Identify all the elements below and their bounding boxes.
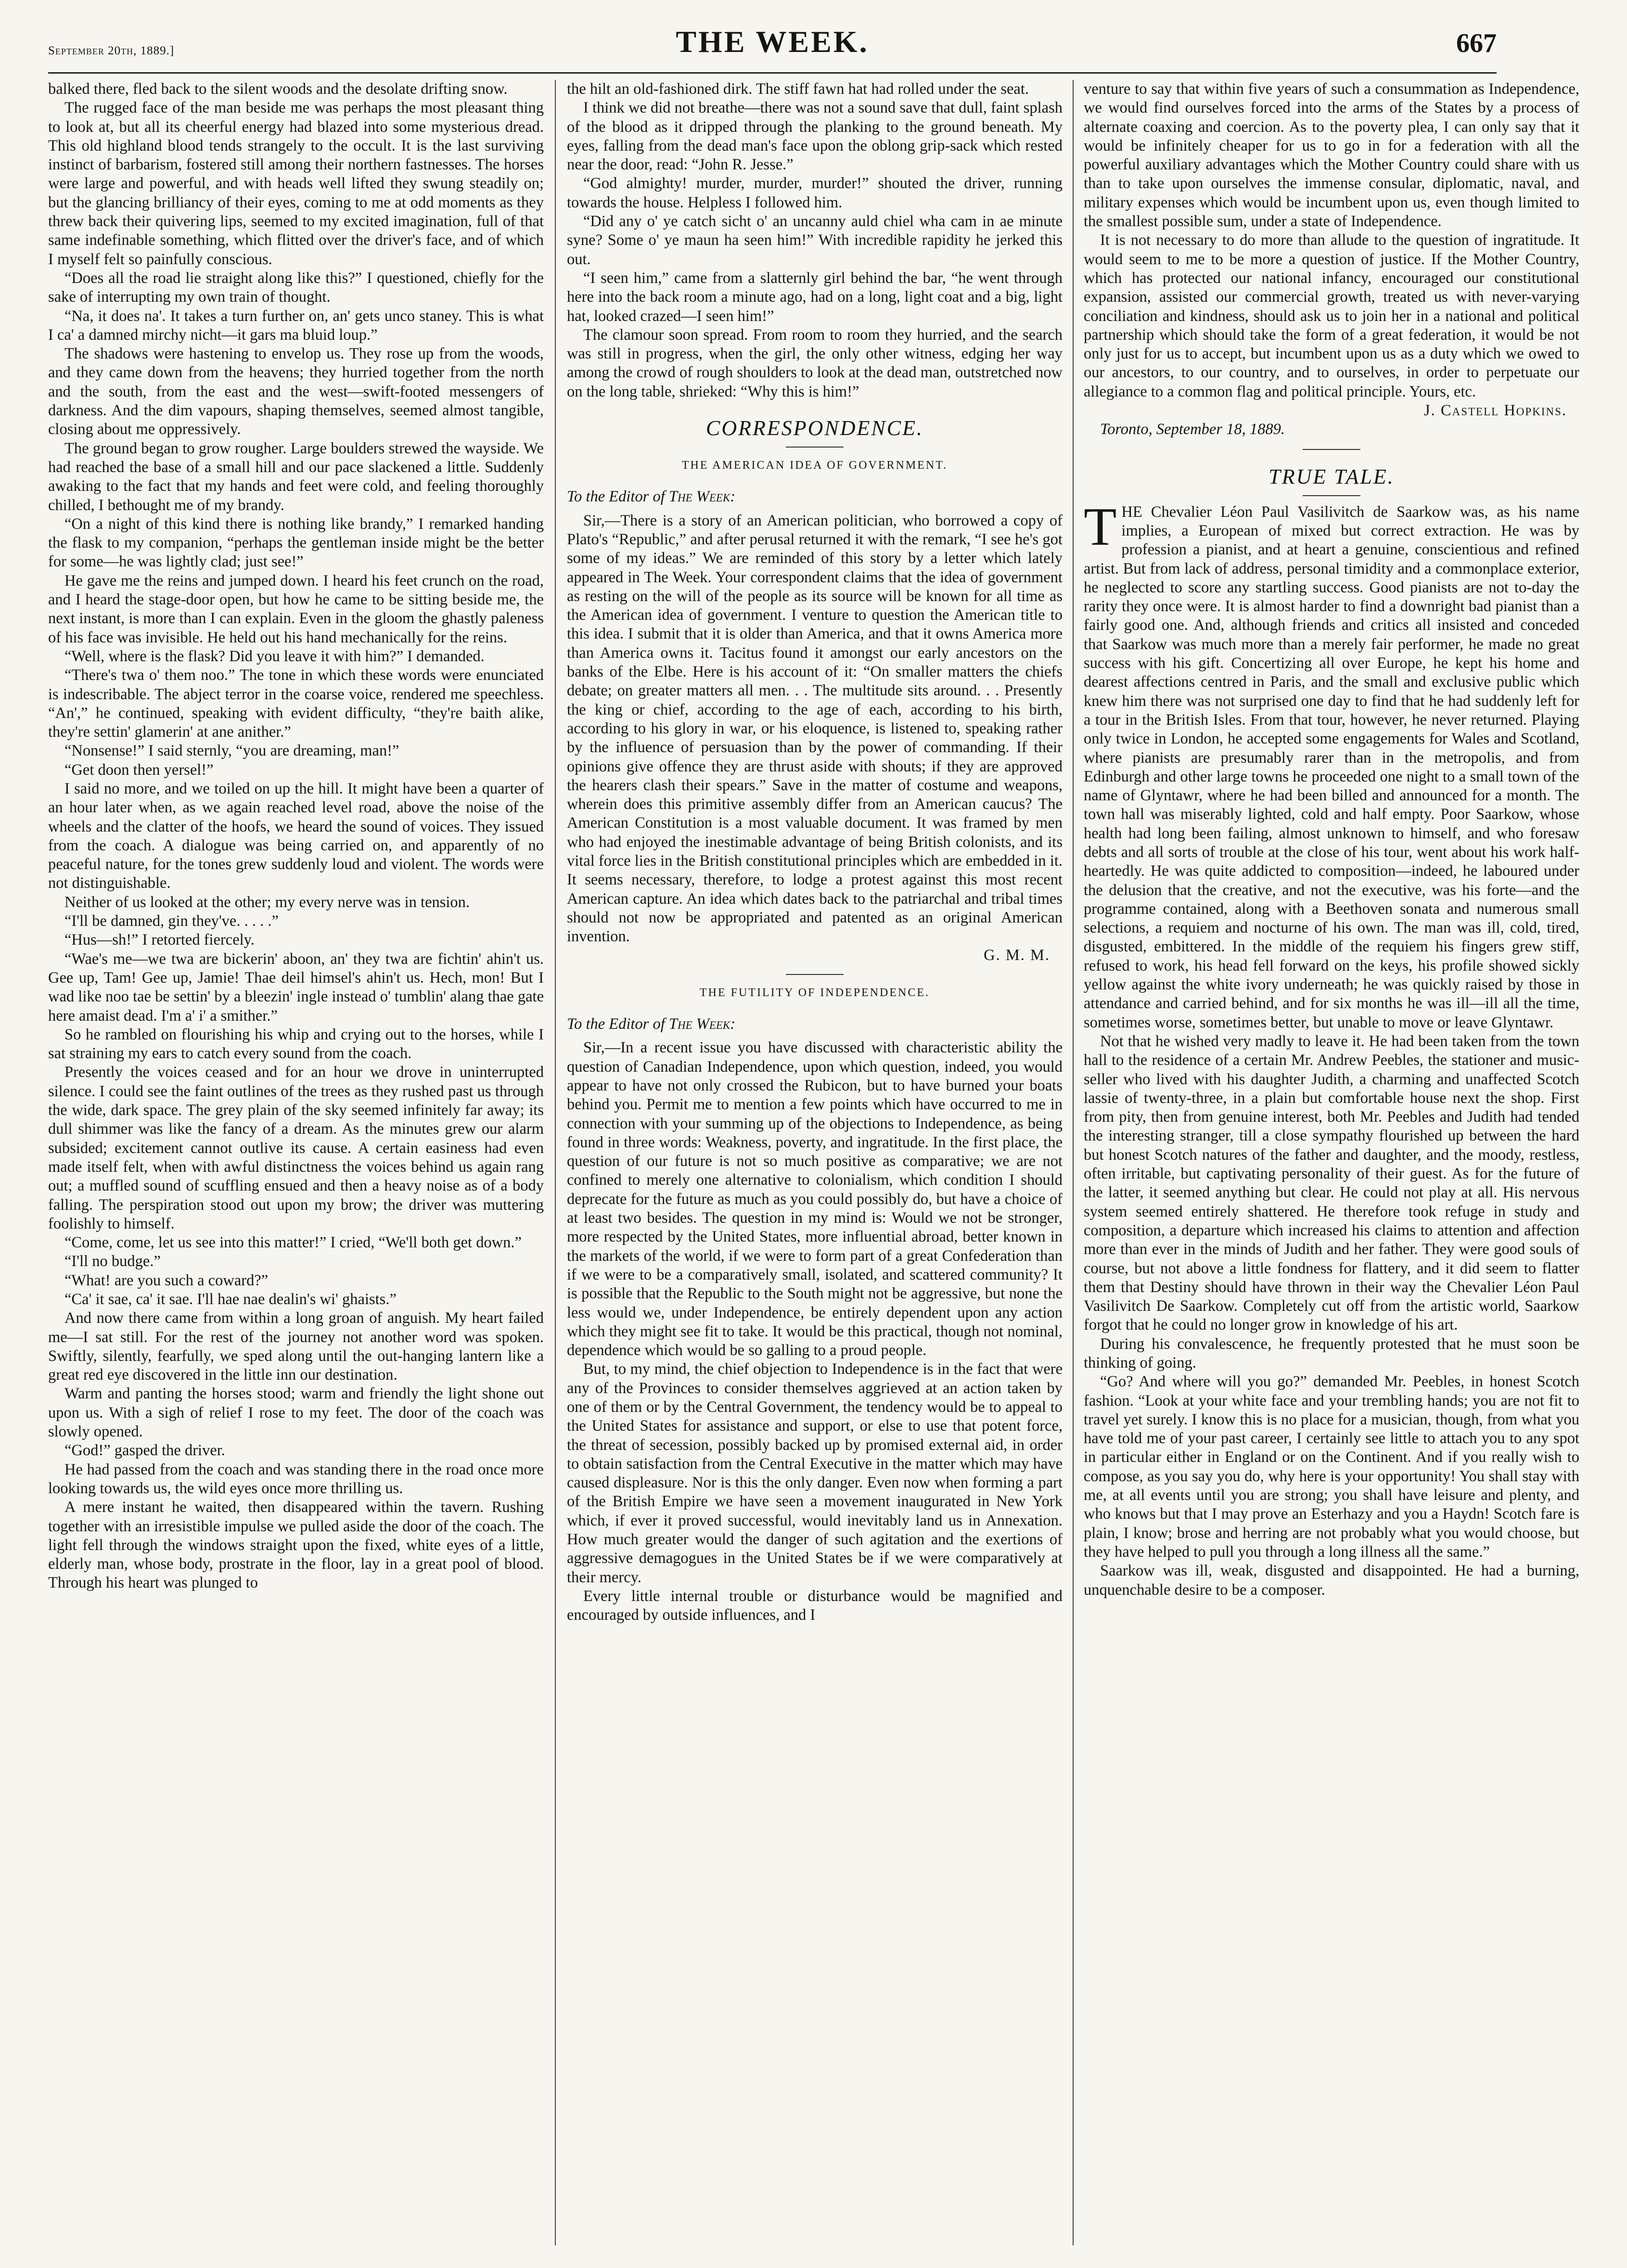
paragraph: And now there came from within a long groan of anguish. My heart failed me—I sat still. For the rest of the journey not another word was spoken. Swiftly, silently, fearfully, we sped along until the out-hanging lantern like a great red eye discovered in the little inn our destination. xyxy=(48,1309,544,1384)
paragraph: Saarkow was ill, weak, disgusted and disappointed. He had a burning, unquenchable desire to be a composer. xyxy=(1084,1562,1579,1599)
paragraph: “Ca' it sae, ca' it sae. I'll hae nae dealin's wi' ghaists.” xyxy=(64,1291,397,1308)
paragraph: Warm and panting the horses stood; warm and friendly the light shone out upon us. With a sigh of relief I rose to my feet. The door of the coach was slowly opened. xyxy=(48,1385,544,1441)
addressee-name: The Week xyxy=(668,488,730,506)
paragraph: “Does all the road lie straight along like this?” I questioned, chiefly for the sake of interrupting my own train of thought. xyxy=(48,269,544,306)
paragraph-text: HE Chevalier Léon Paul Vasilivitch de Saarkow was, as his name implies, a European of mixed but correct extraction. He was by profession a pianist, and at heart a genuine, conscientious and refined artist. But from lack of address, personal timidity and a commonplace exterior, he neglected to score any startling success. Good pianists are not to-day the rarity they once were. It is almost harder to find a downright bad pianist than a fairly good one. And, although friends and critics all insisted and conceded that Saarkow was much more than a merely fair performer, he made no great success with his gift. Concertizing all over Europe, he kept his home and dearest affections centred in Paris, and the small and exclusive public which knew him there was not surprised one day to find that he had suddenly left for a tour in the British Isles. From that tour, however, he never returned. Playing only twice in London, he accepted some engagements for Wales and Scotland, where pianists are presumably rarer than in the metropolis, and from Edinburgh and other large towns he proceeded one night to a small town of the name of Glyntawr, where he had been billed and announced for a month. The town hall was miserably lighted, cold and half empty. Poor Saarkow, whose health had long been failing, almost unknown to himself, and who foresaw debts and all sorts of trouble at the close of his tour, went about his work half-heartedly. He was quite addicted to composition—indeed, he laboured under the delusion that the creative, and not the executive, was his forte—and the programme contained, along with a Beethoven sonata and numerous small selections, a requiem and nocturne of his own. The man was ill, cold, tired, disgusted, embittered. In the middle of the requiem his fingers grew stiff, refused to work, his head fell forward on the keys, his profile showed sickly yellow against the white ivory underneath; he was quickly raised by those in attendance and carried behind, and for six months he was ill—ill all the time, sometimes worse, sometimes better, but unable to move or leave Glyntawr. xyxy=(1084,503,1579,1031)
divider xyxy=(786,447,844,448)
column-2 xyxy=(567,80,1063,2245)
letter-american-idea xyxy=(567,456,1063,965)
paragraph: He had passed from the coach and was standing there in the road once more looking towards us, the wild eyes once more thrilling us. xyxy=(48,1461,544,1497)
column-divider xyxy=(555,80,556,2245)
divider xyxy=(1303,495,1360,496)
paragraph: “I'll be damned, gin they've. . . . .” xyxy=(64,912,279,930)
paragraph: “I seen him,” came from a slatternly girl behind the bar, “he went through here into the back room a minute ago, had on a long, light coat and a big, light hat, looked crazed—I seen him!” xyxy=(567,269,1063,325)
letter-subtitle: THE FUTILITY OF INDEPENDENCE. xyxy=(699,986,930,999)
paragraph: I think we did not breathe—there was not a sound save that dull, faint splash of the blood as it dripped through the planking to the ground beneath. My eyes, falling from the dead man's face upon the oblong grip-sack which rested near the door, read: “John R. Jesse.” xyxy=(567,99,1063,174)
paragraph: “Come, come, let us see into this matter!” I cried, “We'll both get down.” xyxy=(64,1234,522,1252)
drop-cap: T xyxy=(1084,497,1117,557)
letter-continuation xyxy=(1084,80,1579,439)
letter-futility-independence xyxy=(567,984,1063,1625)
paragraph: Presently the voices ceased and for an hour we drove in uninterrupted silence. I could see the faint outlines of the trees as they rushed past us through the wide, dark space. The grey plain of the sky seemed infinitely far away; its dull shimmer was like the fancy of a dream. As the minutes grew our alarm subsided; excitement cannot outlive its cause. A certain easiness had even made itself felt, when with awful distinctness the voices behind us again rang out; a muffled sound of scuffling ensued and then a heavy noise as of a body falling. The perspiration stood out upon my brow; the driver was muttering foolishly to himself. xyxy=(48,1064,544,1232)
paragraph: I said no more, and we toiled on up the hill. It might have been a quarter of an hour later when, as we again reached level road, above the noise of the wheels and the clatter of the hoofs, we heard the sound of voices. They issued from the coach. A dialogue was being carried on, and apparently of no peaceful nature, for the tones grew suddenly loud and violent. The words were not distinguishable. xyxy=(48,780,544,892)
section-title-correspondence: CORRESPONDENCE. xyxy=(706,416,923,440)
page-number: 667 xyxy=(1456,28,1497,58)
paragraph: “Hus—sh!” I retorted fiercely. xyxy=(64,931,255,949)
paragraph: the hilt an old-fashioned dirk. The stiff fawn hat had rolled under the seat. xyxy=(567,80,1029,98)
page-header xyxy=(48,19,1497,67)
paragraph: venture to say that within five years of such a consummation as Independence, we would find ourselves forced into the arms of the States by a process of alternate coaxing and coercion. As to the poverty plea, I can only say that it would be infinitely cheaper for us to go in for a federation with all the powerful auxiliary advantages which the Mother Country could share with us than to take upon ourselves the immense consular, diplomatic, naval, and military expenses which would be incumbent upon us, even though limited to the smallest possible sum, under a state of Independence. xyxy=(1084,80,1579,231)
story-continuation xyxy=(48,80,544,1593)
paragraph: “On a night of this kind there is nothing like brandy,” I remarked handing the flask to my companion, “perhaps the gentleman inside might be the better for some—he was lightly clad; just see!” xyxy=(48,515,544,571)
paragraph: “Wae's me—we twa are bickerin' aboon, an' they twa are fichtin' ahin't us. Gee up, Tam! Gee up, Jamie! Thae deil himsel's ahin't us. Hech, mon! But I wad like noo tae be settin' by a bleezin' ingle instead o' tumblin' alang thae gate here amaist dead. I'm a' i' a smither.” xyxy=(48,950,544,1025)
paragraph: “Did any o' ye catch sicht o' an uncanny auld chiel wha cam in ae minute syne? Some o' ye maun ha seen him!” With incredible rapidity he jerked this out. xyxy=(567,213,1063,268)
paragraph: “What! are you such a coward?” xyxy=(64,1271,269,1289)
masthead-title: THE WEEK. xyxy=(676,25,869,59)
column-1 xyxy=(48,80,544,2245)
paragraph: The shadows were hastening to envelop us. They rose up from the woods, and they came down from the heavens; they hurried together from the north and the south, from the east and the west—swift-footed messengers of darkness. And the dim vapours, shaping themselves, seemed almost tangible, closing about me oppressively. xyxy=(48,345,544,438)
paragraph: It is not necessary to do more than allude to the question of ingratitude. It would seem to me to be more a question of justice. If the Mother Country, which has protected our national infancy, encouraged our constitutional expansion, assisted our commercial growth, treated us with never-varying conciliation and kindness, should ask us to join her in a national and political partnership which should take the form of a great federation, it would be not only just for us to accept, but incumbent upon us as a duty which we owed to our ancestors, to our country, and to ourselves, in order to perpetuate our allegiance to a common flag and political principle. Yours, etc. xyxy=(1084,231,1579,400)
divider xyxy=(1303,449,1360,450)
paragraph: “There's twa o' them noo.” The tone in which these words were enunciated is indescribable. The abject terror in the coarse voice, rendered me speechless. “An',” he continued, speaking with evident difficulty, “they're baith alike, they're settin' glamerin' at ane anither.” xyxy=(48,666,544,741)
paragraph: Sir,—There is a story of an American politician, who borrowed a copy of Plato's “Republic,” and after perusal returned it with the remark, “I see he's got some of my ideas.” We are reminded of this story by a letter which lately appeared in The Week. Your correspondent claims that the idea of government as resting on the will of the people as its source will be known for all time as the American idea of government. I venture to question the American title to this idea. I submit that it is older than America, and that it owns America more than America owns it. Tacitus found it amongst our early ancestors on the banks of the Elbe. Here is his account of it: “On smaller matters the chiefs debate; on greater matters all men. . . The multitude sits around. . . Presently the king or chief, according to the age of each, according to his birth, according to his glory in war, or his eloquence, is listened to, speaking rather by the influence of persuasion than by the power of commanding. If their opinions give offence they are thrust aside with shouts; if they are approved the hearers clash their spears.” Save in the matter of costume and weapons, wherein does this primitive assembly differ from an American caucus? The American Constitution is a most valuable document. It was framed by men who had enjoyed the inestimable advantage of being British colonists, and its vital force lies in the British constitutional principles which are embedded in it. It seems necessary, therefore, to lodge a protest against this most recent American capture. An idea which dates back to the patriarchal and tribal times should not now be appropriated and patented as an original American invention. xyxy=(567,512,1063,946)
paragraph: During his convalescence, he frequently protested that he must soon be thinking of going. xyxy=(1084,1335,1579,1371)
paragraph: “Nonsense!” I said sternly, “you are dreaming, man!” xyxy=(64,742,399,760)
section-title-true-tale: TRUE TALE. xyxy=(1268,464,1395,488)
paragraph: “God almighty! murder, murder, murder!” shouted the driver, running towards the house. Helpless I followed him. xyxy=(567,175,1063,211)
story-ending xyxy=(567,80,1063,401)
paragraph: Sir,—In a recent issue you have discussed with characteristic ability the question of Canadian Independence, upon which question, indeed, you would appear to have not only crossed the Rubicon, but to have burned your boats behind you. Permit me to mention a few points which have occurred to me in connection with your summing up of the objections to Independence, as being found in three words: Weakness, poverty, and ingratitude. In the first place, the question of our future is not so much positive as comparative; we are not confined to merely one alternative to colonialism, which condition I should deprecate for the future as much as you could possibly do, but have a choice of at least two besides. The question in my mind is: Would we not be stronger, more respected by the United States, more influential abroad, better known in the markets of the world, if we were to form part of a great Confederation than if we were to be a comparatively small, isolated, and scattered community? It is possible that the Republic to the South might not be aggressive, but none the less would we, under Independence, be entirely dependent upon any action which they might see fit to take. It would be this practical, though not nominal, dependence which would be so galling to a proud people. xyxy=(567,1039,1063,1359)
paragraph xyxy=(1084,497,1579,1032)
addressee-text: To the Editor of xyxy=(567,488,665,506)
paragraph: balked there, fled back to the silent woods and the desolate drifting snow. xyxy=(48,80,508,98)
paragraph: “I'll no budge.” xyxy=(64,1253,161,1270)
letter-signature: G. M. M. xyxy=(984,947,1050,964)
addressee-line: To the Editor of The Week: xyxy=(567,488,736,506)
true-tale-story xyxy=(1084,497,1579,1600)
paragraph: The rugged face of the man beside me was perhaps the most pleasant thing to look at, but all its cheerful energy had blazed into some mysterious dread. This old highland blood tends strangely to the occult. It is the last surviving instinct of barbarism, fostered still among their northern fastnesses. The horses were large and powerful, and with heads well lifted they swung steadily on; but the glancing brilliancy of their eyes, coming to me at odd moments as they threw back their quivering lips, seemed to my excited imagination, full of that same indefinable something, which flitted over the driver's face, and of which I myself felt so painfully conscious. xyxy=(48,99,544,268)
paragraph: So he rambled on flourishing his whip and crying out to the horses, while I sat straining my ears to catch every sound from the coach. xyxy=(48,1025,544,1063)
paragraph: Neither of us looked at the other; my every nerve was in tension. xyxy=(64,893,470,911)
paragraph: A mere instant he waited, then disappeared within the tavern. Rushing together with an irresistible impulse we pulled aside the door of the coach. The light fell through the windows straight upon the fixed, white eyes of a little, elderly man, whose body, prostrate in the floor, lay in a great pool of blood. Through his heart was plunged to xyxy=(48,1499,544,1592)
addressee-text: To the Editor of xyxy=(567,1015,665,1033)
column-divider xyxy=(1073,80,1074,2245)
addressee-name: The Week xyxy=(668,1015,730,1033)
paragraph: “Go? And where will you go?” demanded Mr. Peebles, in honest Scotch fashion. “Look at your white face and your trembling hands; you are not fit to travel yet surely. I know this is no place for a musician, though, from what you have told me of your past career, I certainly see little to attach you to any spot in particular either in England or on the Continent. And if you really wish to compose, as you say you do, why here is your opportunity! You shall stay with me, at all events until you are strong; you shall have leisure and plenty, and who knows but that I may prove an Esterhazy and you a Haydn! Scotch fare is plain, I know; brose and herring are not probably what you would choose, but they have helped to pull you through a long illness all the same.” xyxy=(1084,1373,1579,1561)
letter-signature: J. Castell Hopkins. xyxy=(1424,402,1567,420)
addressee-line: To the Editor of The Week: xyxy=(567,1015,736,1033)
paragraph: He gave me the reins and jumped down. I heard his feet crunch on the road, and I heard the stage-door open, but how he came to be sitting beside me, the next instant, is more than I can explain. Even in the gloom the ghastly paleness of his face was invisible. He held out his hand mechanically for the reins. xyxy=(48,572,544,646)
paragraph: “Na, it does na'. It takes a turn further on, an' gets unco staney. This is what I ca' a damned mirchy nicht—it gars ma bluid loup.” xyxy=(48,307,544,344)
letter-place-date: Toronto, September 18, 1889. xyxy=(1100,421,1285,438)
column-3 xyxy=(1084,80,1579,2245)
paragraph: Not that he wished very madly to leave it. He had been taken from the town hall to the residence of a certain Mr. Andrew Peebles, the stationer and music-seller who lived with his daughter Judith, a charming and unaffected Scotch lassie of twenty-three, in a plain but comfortable house next the shop. First from pity, then from genuine interest, both Mr. Peebles and Judith had tended the interesting stranger, till a close sympathy flourished up between the hard but honest Scotch natures of the father and daughter, and the moody, restless, often irritable, but captivating personality of their guest. As for the future of the latter, it seemed anything but clear. He could not play at all. His nervous system seemed entirely shattered. He therefore took refuge in study and composition, a departure which increased his claims to attention and affection more than ever in the minds of Judith and her father. They were good souls of course, but not above a little fondness for flattery, and it did seem to flatter them that Destiny should have thrown in their way the Chevalier Léon Paul Vasilivitch De Saarkow. Completely cut off from the artistic world, Saarkow forgot that he could no longer grow in knowledge of his art. xyxy=(1084,1032,1579,1334)
paragraph: The clamour soon spread. From room to room they hurried, and the search was still in progress, when the girl, the only other witness, edging her way among the crowd of rough shoulders to look at the dead man, outstretched now on the long table, shrieked: “Why this is him!” xyxy=(567,326,1063,400)
paragraph: But, to my mind, the chief objection to Independence is in the fact that were any of the Provinces to consider themselves aggrieved at an action taken by one of them or by the Central Government, the tendency would be to appeal to the United States for assistance and support, or else to use that potent force, the threat of secession, possibly backed up by promised external aid, in order to obtain satisfaction from the Central Executive in the matter which may have caused displeasure. Nor is this the only danger. Even now when forming a part of the British Empire we have seen a movement inaugurated in New York which, if ever it proved successful, would inevitably land us in Annexation. How much greater would the danger of such agitation and the exertions of aggressive demagogues in the United States be if we were comparatively at their mercy. xyxy=(567,1360,1063,1586)
issue-date: September 20th, 1889.] xyxy=(48,44,175,57)
letter-subtitle: THE AMERICAN IDEA OF GOVERNMENT. xyxy=(681,459,948,472)
paragraph: Every little internal trouble or disturbance would be magnified and encouraged by outside influences, and I xyxy=(567,1587,1063,1624)
divider xyxy=(786,974,844,975)
paragraph: “God!” gasped the driver. xyxy=(64,1442,225,1460)
paragraph: The ground began to grow rougher. Large boulders strewed the wayside. We had reached the base of a small hill and our pace slackened a little. Suddenly awaking to the fact that my hands and feet were cold, and feeling thoroughly chilled, I bethought me of my brandy. xyxy=(48,439,544,514)
paragraph: “Well, where is the flask? Did you leave it with him?” I demanded. xyxy=(64,647,485,665)
header-rule xyxy=(48,72,1497,74)
paragraph: “Get doon then yersel!” xyxy=(64,761,214,779)
